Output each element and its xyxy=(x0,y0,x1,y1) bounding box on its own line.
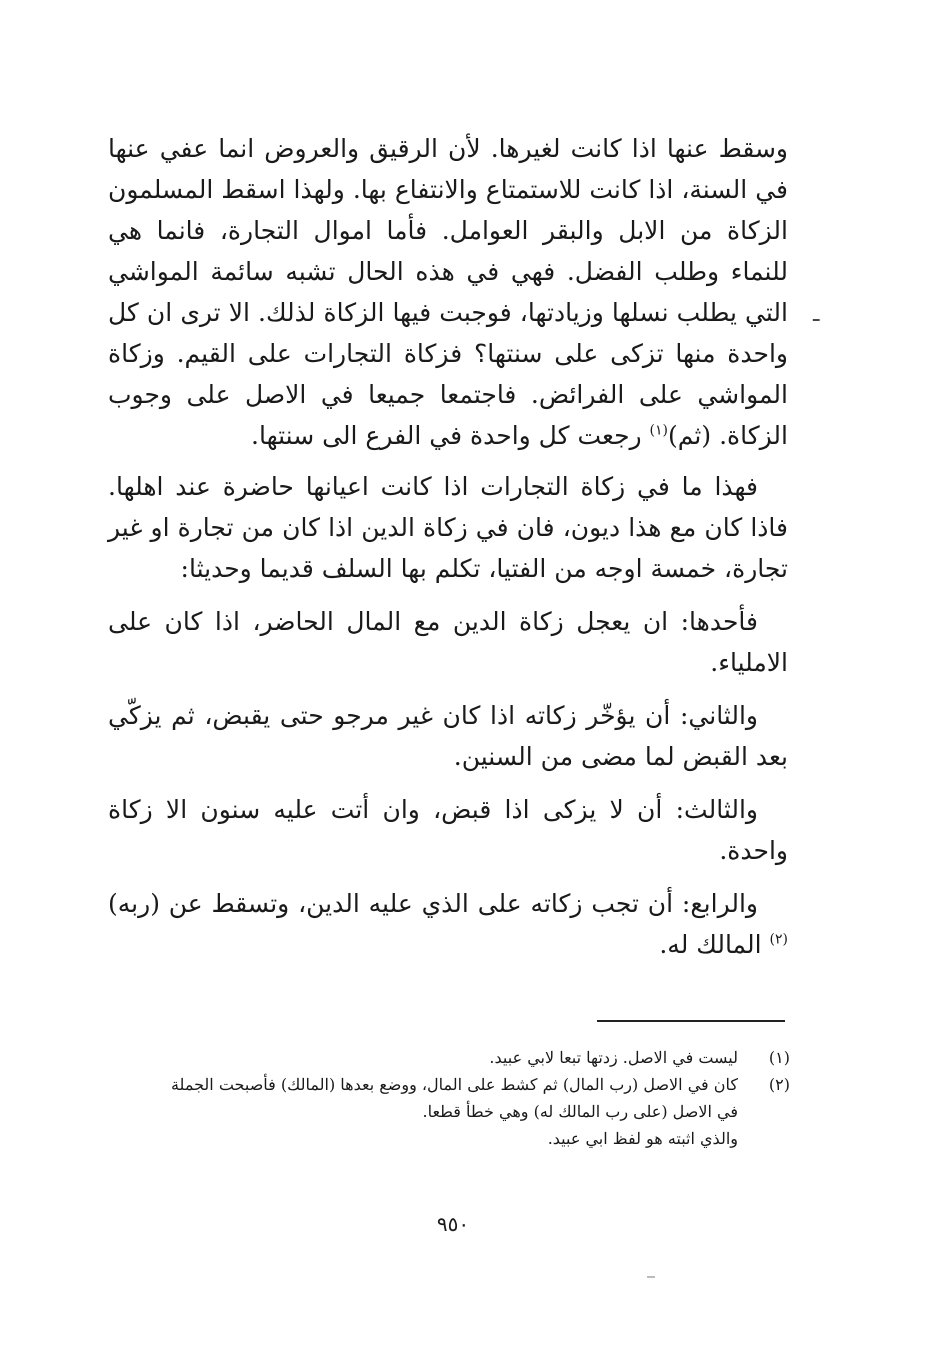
paragraph-2: فهذا ما في زكاة التجارات اذا كانت اعيانها حاضرة عند اهلها. فاذا كان مع هذا ديون، فان في زكاة الدين اذا كان من تجارة او غير تجارة، خمسة اوجه من الفتيا، تكلم بها السلف قديما وحديثا: xyxy=(108,472,788,583)
footnote-ref-1: (١) xyxy=(649,422,669,439)
main-text xyxy=(108,128,788,977)
paragraph-4: والثاني: أن يؤخّر زكاته اذا كان غير مرجو حتى يقبض، ثم يزكّي بعد القبض لما مضى من السنين. xyxy=(108,701,788,771)
footnote-1-line-1: ليست في الاصل. زدتها تبعا لابي عبيد. xyxy=(489,1048,738,1067)
paragraph-5: والثالث: أن لا يزكى اذا قبض، وان أتت عليه سنون الا زكاة واحدة. xyxy=(108,795,788,865)
footnote-1-number: (١) xyxy=(768,1048,790,1067)
paragraph-1-text: وسقط عنها اذا كانت لغيرها. لأن الرقيق والعروض انما عفي عنها في السنة، اذا كانت للاستمتاع والانتفاع بها. ولهذا اسقط المسلمون الزكاة من الابل والبقر العوامل. فأما اموال التجارة، فانما هي للنماء وطلب الفضل. فهي في هذه الحال تشبه سائمة المواشي التي يطلب نسلها وزيادتها، فوجبت فيها الزكاة لذلك. الا ترى ان كل واحدة منها تزكى على سنتها؟ فزكاة التجارات على القيم. وزكاة المواشي على الفرائض. فاجتمعا جميعا في الاصل على وجوب الزكاة. (ثم) xyxy=(108,134,788,450)
paragraph-6-tail: المالك له. xyxy=(659,930,770,959)
scan-speck xyxy=(647,1276,655,1278)
footnote-2 xyxy=(118,1071,790,1152)
footnote-2-line-2: في الاصل (على رب المالك له) وهي خطأ قطعا. xyxy=(422,1102,738,1121)
margin-mark: ـ xyxy=(813,302,820,327)
page-number: ٩٥٠ xyxy=(436,1212,470,1236)
footnote-2-line-3: والذي اثبته هو لفظ ابي عبيد. xyxy=(547,1129,738,1148)
paragraph-6 xyxy=(108,883,788,965)
paragraph-1-tail: رجعت كل واحدة في الفرع الى سنتها. xyxy=(251,421,650,450)
footnote-2-text xyxy=(118,1071,738,1152)
footnote-1-text xyxy=(118,1044,738,1071)
footnote-separator xyxy=(597,1020,785,1022)
paragraph-1 xyxy=(108,128,788,456)
footnote-ref-2: (٢) xyxy=(769,931,788,948)
paragraph-6-text: والرابع: أن تجب زكاته على الذي عليه الدين، وتسقط عن (ربه) xyxy=(108,889,758,918)
paragraph-3: فأحدها: ان يعجل زكاة الدين مع المال الحاضر، اذا كان على الاملياء. xyxy=(108,607,788,677)
footnote-2-line-1: كان في الاصل (رب المال) ثم كشط على المال، ووضع بعدها (المالك) فأصبحت الجملة xyxy=(170,1075,738,1094)
footnote-1 xyxy=(118,1044,790,1071)
footnotes xyxy=(118,1044,790,1152)
footnote-2-number: (٢) xyxy=(768,1075,790,1094)
